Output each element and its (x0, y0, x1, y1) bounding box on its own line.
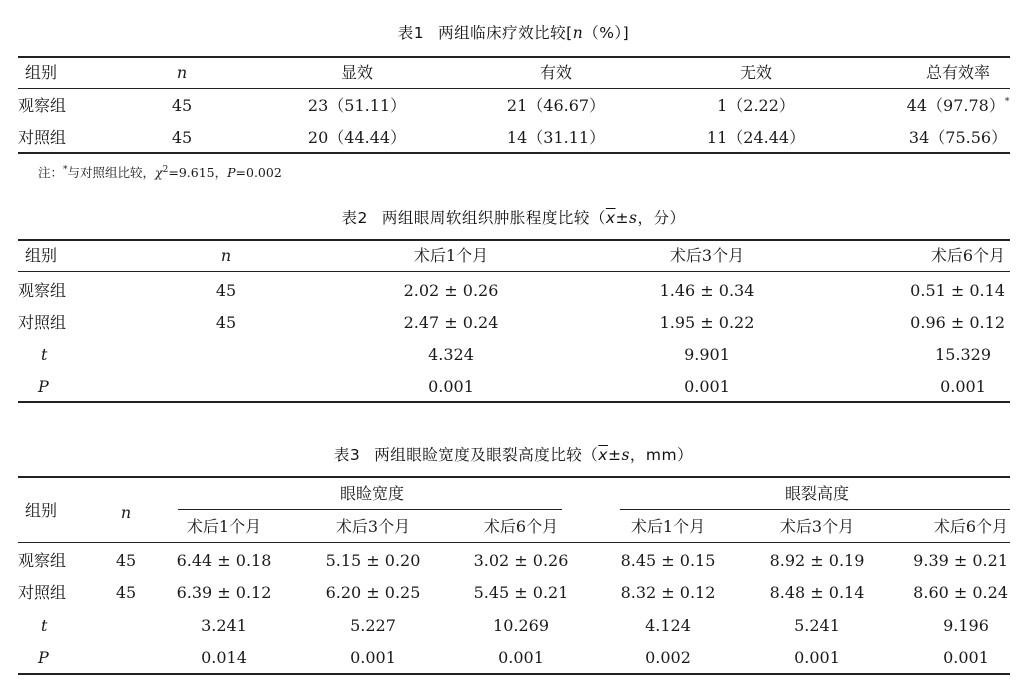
table2-cell: 2.47 ± 0.24 (403, 313, 499, 332)
table2-cell: 4.324 (428, 345, 474, 364)
table2-cell: 0.001 (684, 377, 730, 396)
table1-cell: 20（44.44） (307, 128, 407, 147)
table3-cell: 9.39 ± 0.21 (913, 551, 1008, 570)
table3-cell: 3.02 ± 0.26 (473, 551, 569, 570)
table3-cell: P (38, 648, 49, 667)
table3-cell: 6.20 ± 0.25 (325, 583, 421, 602)
table3-title-s: s (621, 446, 630, 464)
table1-cell: 21（46.67） (506, 96, 606, 115)
table2-title-x: $\overline{x}$ (605, 209, 616, 227)
table3-bottom-rule (18, 673, 1010, 675)
note-p: P (227, 165, 236, 180)
table3-title-x: $\overline{x}$ (598, 446, 608, 464)
table3-cell: 8.60 ± 0.24 (913, 583, 1008, 602)
table2-cell: 15.329 (935, 345, 991, 364)
table3-header-n: n (120, 503, 132, 522)
table2-cell: 45 (215, 313, 237, 332)
table1-cell: 14（31.11） (506, 128, 606, 147)
table2-header-n: n (220, 246, 232, 265)
table3-cell: 对照组 (18, 583, 67, 602)
table2-bottom-rule (18, 401, 1010, 403)
table2-title-text: 两组眼周软组织肿胀程度比较（ (381, 209, 606, 227)
table3-top-rule (18, 476, 1010, 478)
table1-cell: 23（51.11） (307, 96, 407, 115)
table2-title (0, 206, 1027, 228)
table1-header-n: n (176, 63, 188, 82)
table1-top-rule (18, 56, 1010, 58)
table3-subheader: 术后3个月 (779, 517, 855, 536)
table3-cell: 3.241 (201, 616, 247, 635)
table3-title-number: 表3 (333, 446, 361, 464)
table2-title-pm: ± (615, 209, 630, 227)
table3-cell: 5.45 ± 0.21 (473, 583, 569, 602)
table3-cell: 9.196 (943, 616, 989, 635)
table2-cell: 2.02 ± 0.26 (403, 281, 499, 300)
table2-cell: P (38, 377, 49, 396)
table2-title-number: 表2 (341, 209, 368, 227)
table3-title (0, 443, 1027, 465)
table3-header-group: 组别 (25, 501, 58, 520)
table2-header-group: 组别 (25, 246, 58, 265)
table1-cell: 34（75.56） (908, 128, 1008, 147)
table2-top-rule (18, 239, 1010, 241)
table3-cell: 0.001 (943, 648, 989, 667)
table2-header-1m: 术后1个月 (413, 246, 489, 265)
table3-group-eyelid-width: 眼睑宽度 (339, 484, 405, 503)
table1-title (0, 21, 1027, 43)
note-chi-sup: 2 (162, 164, 169, 175)
table1-cell: 对照组 (18, 128, 67, 147)
table2-header-6m: 术后6个月 (930, 246, 1005, 265)
table2-cell: 0.001 (428, 377, 474, 396)
table3-subheader: 术后3个月 (335, 517, 411, 536)
table1-header-xianxiao: 显效 (340, 63, 374, 82)
table1-title-number: 表1 (397, 24, 425, 42)
table3-title-pm: ± (607, 446, 622, 464)
table1-cell: 观察组 (18, 96, 67, 115)
table3-cell: 6.39 ± 0.12 (176, 583, 272, 602)
table3-cell: 4.124 (645, 616, 691, 635)
table3-cell: t (41, 616, 48, 635)
table1-title-text: 两组临床疗效比较[ (438, 24, 573, 42)
table3-subheader: 术后6个月 (933, 517, 1008, 536)
table2-header-rule (18, 271, 1010, 272)
table1-header-total-rate: 总有效率 (925, 63, 991, 82)
table1-header-group: 组别 (25, 63, 58, 82)
table3-group2-rule (620, 509, 1010, 510)
table3-cell: 5.227 (350, 616, 396, 635)
table3-cell: 0.001 (794, 648, 840, 667)
table2-cell: t (41, 345, 48, 364)
table3-cell: 观察组 (18, 551, 67, 570)
table1-cell: 11（24.44） (706, 128, 806, 147)
table3-subheader: 术后1个月 (186, 517, 262, 536)
table1-title-suffix: （%）] (583, 24, 630, 42)
significance-mark: * (1004, 97, 1010, 107)
table2-cell: 0.96 ± 0.12 (910, 313, 1005, 332)
table1-bottom-rule (18, 152, 1010, 154)
table3-cell: 0.001 (350, 648, 396, 667)
table2-cell: 1.95 ± 0.22 (659, 313, 755, 332)
table3-title-suffix: ，mm） (629, 446, 694, 464)
table2-title-s: s (629, 209, 638, 227)
table3-cell: 0.014 (201, 648, 247, 667)
table3-cell: 6.44 ± 0.18 (176, 551, 272, 570)
table2-cell: 9.901 (684, 345, 730, 364)
table3-header-rule (18, 542, 1010, 543)
table3-cell: 5.241 (794, 616, 840, 635)
table1-cell: 45 (171, 96, 193, 115)
table1-cell (907, 96, 1010, 116)
note-chi: χ (155, 165, 163, 180)
table3-title-text: 两组眼睑宽度及眼裂高度比较（ (374, 446, 599, 464)
table3-cell: 8.48 ± 0.14 (769, 583, 865, 602)
table1-cell: 45 (171, 128, 193, 147)
table3-subheader: 术后6个月 (483, 517, 559, 536)
table1-title-n: n (572, 24, 584, 42)
note-mark: * (63, 164, 68, 175)
table2-header-3m: 术后3个月 (669, 246, 745, 265)
table2-cell: 观察组 (18, 281, 67, 300)
table2-title-suffix: ，分） (637, 209, 686, 227)
table1-header-youxiao: 有效 (539, 63, 573, 82)
table3-subheader: 术后1个月 (630, 517, 706, 536)
table3-cell: 0.001 (498, 648, 544, 667)
table2-cell: 1.46 ± 0.34 (659, 281, 755, 300)
table3-cell: 8.45 ± 0.15 (620, 551, 716, 570)
table3-cell: 45 (115, 583, 137, 602)
table3-group-fissure-height: 眼裂高度 (784, 484, 850, 503)
note-prefix: 注： (38, 165, 64, 180)
table3-cell: 10.269 (493, 616, 549, 635)
table1-header-rule (18, 88, 1010, 89)
note-text: 与对照组比较， (67, 165, 156, 180)
table3-group1-rule (178, 509, 562, 510)
note-chi-value: =9.615， (168, 165, 228, 180)
note-p-value: =0.002 (235, 165, 282, 180)
table3-cell: 8.32 ± 0.12 (620, 583, 716, 602)
table2-cell: 0.001 (940, 377, 986, 396)
table1-cell-value: 44（97.78） (906, 96, 1005, 115)
table1-cell: 1（2.22） (717, 96, 795, 115)
table3-cell: 5.15 ± 0.20 (325, 551, 421, 570)
table2-cell: 对照组 (18, 313, 67, 332)
table2-cell: 45 (215, 281, 237, 300)
table3-cell: 0.002 (645, 648, 691, 667)
table1-header-wuxiao: 无效 (739, 63, 773, 82)
table2-cell: 0.51 ± 0.14 (910, 281, 1005, 300)
table3-cell: 45 (115, 551, 137, 570)
table3-cell: 8.92 ± 0.19 (769, 551, 865, 570)
table1-note (38, 163, 282, 181)
